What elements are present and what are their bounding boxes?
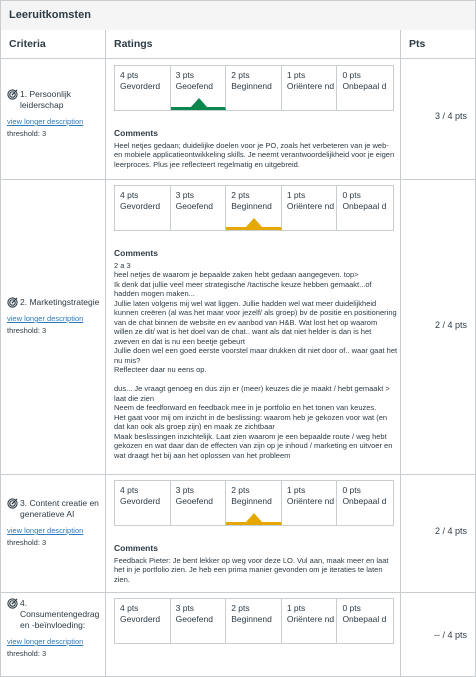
criteria-header: Criteria bbox=[0, 30, 106, 59]
ratings-cell bbox=[105, 179, 401, 475]
rating-option[interactable] bbox=[171, 481, 227, 525]
selected-rating-indicator bbox=[191, 98, 207, 107]
rating-option[interactable] bbox=[282, 599, 338, 643]
view-longer-description-link[interactable]: view longer description bbox=[7, 526, 84, 535]
rating-option[interactable] bbox=[226, 599, 282, 643]
criterion-threshold: threshold: 3 bbox=[7, 649, 47, 658]
comments-text: Feedback Pieter: Je bent lekker op weg voor deze LO. Vul aan, maak meer en laat het in je portfolio zien. Je heb een prima manier gevonden om je iteraties te laten zien. bbox=[114, 555, 391, 584]
criterion-threshold: threshold: 3 bbox=[7, 538, 47, 547]
rating-points: 1 pts bbox=[286, 603, 306, 613]
outcome-target-icon bbox=[7, 498, 18, 509]
criterion-name: 2. Marketingstrategie bbox=[20, 297, 100, 307]
rating-points: 2 pts bbox=[231, 190, 250, 200]
points-cell bbox=[400, 59, 476, 180]
rating-option[interactable] bbox=[282, 481, 338, 525]
rating-points: 2 pts bbox=[231, 70, 250, 80]
points-cell bbox=[400, 179, 476, 475]
comments-section bbox=[114, 129, 398, 169]
criterion-name: 4. Consumentengedrag en -beïnvloeding: bbox=[20, 598, 100, 630]
outcome-target-icon bbox=[7, 598, 18, 609]
rating-option[interactable] bbox=[226, 66, 282, 110]
rating-option[interactable] bbox=[337, 66, 393, 110]
points-cell bbox=[400, 474, 476, 593]
rating-points: 0 pts bbox=[342, 485, 361, 495]
rating-label: Geoefend bbox=[175, 201, 213, 211]
rating-option[interactable] bbox=[337, 186, 393, 230]
rating-option[interactable] bbox=[171, 66, 227, 110]
rating-label: Geoefend bbox=[175, 614, 213, 624]
criterion-threshold: threshold: 3 bbox=[7, 326, 47, 335]
view-longer-description-link[interactable]: view longer description bbox=[7, 637, 84, 646]
criterion-score: 2 / 4 pts bbox=[434, 320, 467, 330]
rating-label: Onbepaal d bbox=[342, 496, 387, 506]
comments-section bbox=[114, 249, 398, 460]
criterion-cell bbox=[0, 592, 106, 677]
rating-label: Gevorderd bbox=[120, 614, 161, 624]
comments-text: Heel netjes gedaan; duidelijke doelen voor je PO, zoals het verbeteren van je web- en mobiele applicatieontwikkeling skills. Je neemt verantwoordelijkheid voor je eigen leerproces. Plus jee reflecteert regelmatig en uitgebreid. bbox=[114, 140, 397, 169]
criterion-cell bbox=[0, 59, 106, 180]
ratings-cell bbox=[105, 59, 401, 180]
criterion-score: 2 / 4 pts bbox=[434, 526, 467, 536]
rating-points: 0 pts bbox=[342, 603, 361, 613]
rating-label: Beginnend bbox=[231, 81, 272, 91]
ratings-cell bbox=[105, 474, 401, 593]
criterion-score: -- / 4 pts bbox=[433, 630, 467, 640]
rating-label: Beginnend bbox=[231, 201, 272, 211]
ratings-box bbox=[114, 598, 394, 644]
view-longer-description-link[interactable]: view longer description bbox=[7, 314, 84, 323]
rating-points: 3 pts bbox=[175, 485, 195, 495]
criterion-name: 3. Content creatie en generatieve AI bbox=[20, 498, 99, 519]
pts-header: Pts bbox=[400, 30, 476, 59]
rating-option[interactable] bbox=[115, 186, 171, 230]
rating-points: 1 pts bbox=[286, 70, 306, 80]
rating-option[interactable] bbox=[337, 481, 393, 525]
rating-label: Onbepaal d bbox=[342, 201, 387, 211]
rating-label: Oriëntere nd bbox=[286, 201, 335, 211]
rating-label: Geoefend bbox=[175, 81, 213, 91]
rating-points: 3 pts bbox=[175, 70, 195, 80]
comments-title: Comments bbox=[114, 128, 158, 138]
ratings-box bbox=[114, 185, 394, 231]
criterion-threshold: threshold: 3 bbox=[7, 129, 47, 138]
comments-text: 2 a 3 heel netjes de waarom je bepaalde zaken hebt gedaan aangegeven. top> Ik denk dat jullie veel meer strategische /tactische keuze hebben gemaakt...of hadden mogen maken... Jullie laten volgens mij wel wat liggen. Jullie hadden wel wat meer duidelijkheid kunnen creëren (al was het maar voor jezelf/ als groep) bv de positie en positionering van de chat binnen de website en ev aanbod van H&B. Wat lost het op waarom willen ze dit/ wat is het doel van de chat.. want als dat niet helder is dan is het zweven en dat is nu een beetje gebeurt Jullie doen wel een goed eerste voorstel maar drukken dit niet door of.. waar gaat het nu mis? Reflecteer daar nu eens op. dus... Je vraagt genoeg en dus zijn er (meer) keuzes die je maakt / hebt gemaakt > laat die zien Neem de feedforward en feedback mee in je portfolio en het tonen van keuzes. Het gaat voor mij om inzicht in de beslissing: waarom heb je gekozen voor wat (en dat kan ook als groep zijn) en maak ze zichtbaar Maak beslissingen inzichtelijk. Laat zien waarom je een bepaalde route / weg hebt gekozen en wat daar dan de effecten van zijn op je inhoud / marketing en uitvoer en wat draagt het bij aan het oplossen van het probleem bbox=[114, 260, 398, 460]
rating-option[interactable] bbox=[115, 481, 171, 525]
rating-label: Oriëntere nd bbox=[286, 81, 335, 91]
rating-points: 4 pts bbox=[120, 190, 139, 200]
comments-section bbox=[114, 544, 398, 584]
outcome-target-icon bbox=[7, 89, 18, 100]
rating-label: Geoefend bbox=[175, 496, 213, 506]
rating-label: Beginnend bbox=[231, 496, 272, 506]
comments-title: Comments bbox=[114, 543, 158, 553]
criterion-name: 1. Persoonlijk leiderschap bbox=[20, 89, 72, 110]
ratings-box bbox=[114, 480, 394, 526]
rating-points: 0 pts bbox=[342, 190, 361, 200]
rating-label: Onbepaal d bbox=[342, 81, 387, 91]
rating-option[interactable] bbox=[171, 186, 227, 230]
criterion-score: 3 / 4 pts bbox=[434, 111, 467, 121]
rating-points: 4 pts bbox=[120, 70, 139, 80]
rating-option[interactable] bbox=[226, 186, 282, 230]
ratings-cell bbox=[105, 592, 401, 677]
rating-option[interactable] bbox=[226, 481, 282, 525]
rating-option[interactable] bbox=[337, 599, 393, 643]
rating-points: 1 pts bbox=[286, 485, 306, 495]
criterion-cell bbox=[0, 474, 106, 593]
rating-points: 3 pts bbox=[175, 603, 195, 613]
points-cell bbox=[400, 592, 476, 677]
rating-option[interactable] bbox=[115, 66, 171, 110]
rating-points: 2 pts bbox=[231, 603, 250, 613]
rating-option[interactable] bbox=[282, 66, 338, 110]
rating-points: 2 pts bbox=[231, 485, 250, 495]
selected-rating-indicator bbox=[246, 513, 262, 522]
rating-points: 1 pts bbox=[286, 190, 306, 200]
rating-option[interactable] bbox=[282, 186, 338, 230]
rating-points: 4 pts bbox=[120, 603, 139, 613]
selected-rating-indicator bbox=[246, 218, 262, 227]
rating-label: Beginnend bbox=[231, 614, 272, 624]
rating-label: Oriëntere nd bbox=[286, 614, 335, 624]
rating-option[interactable] bbox=[171, 599, 227, 643]
rating-points: 3 pts bbox=[175, 190, 195, 200]
rating-points: 0 pts bbox=[342, 70, 361, 80]
rating-option[interactable] bbox=[115, 599, 171, 643]
rating-label: Gevorderd bbox=[120, 81, 161, 91]
ratings-box bbox=[114, 65, 394, 111]
outcome-target-icon bbox=[7, 297, 18, 308]
ratings-header: Ratings bbox=[105, 30, 401, 59]
rubric-title: Leeruitkomsten bbox=[0, 0, 476, 31]
rating-label: Gevorderd bbox=[120, 201, 161, 211]
rating-label: Oriëntere nd bbox=[286, 496, 335, 506]
rating-label: Onbepaal d bbox=[342, 614, 387, 624]
comments-title: Comments bbox=[114, 248, 158, 258]
rating-label: Gevorderd bbox=[120, 496, 161, 506]
criterion-cell bbox=[0, 179, 106, 475]
rating-points: 4 pts bbox=[120, 485, 139, 495]
view-longer-description-link[interactable]: view longer description bbox=[7, 117, 84, 126]
